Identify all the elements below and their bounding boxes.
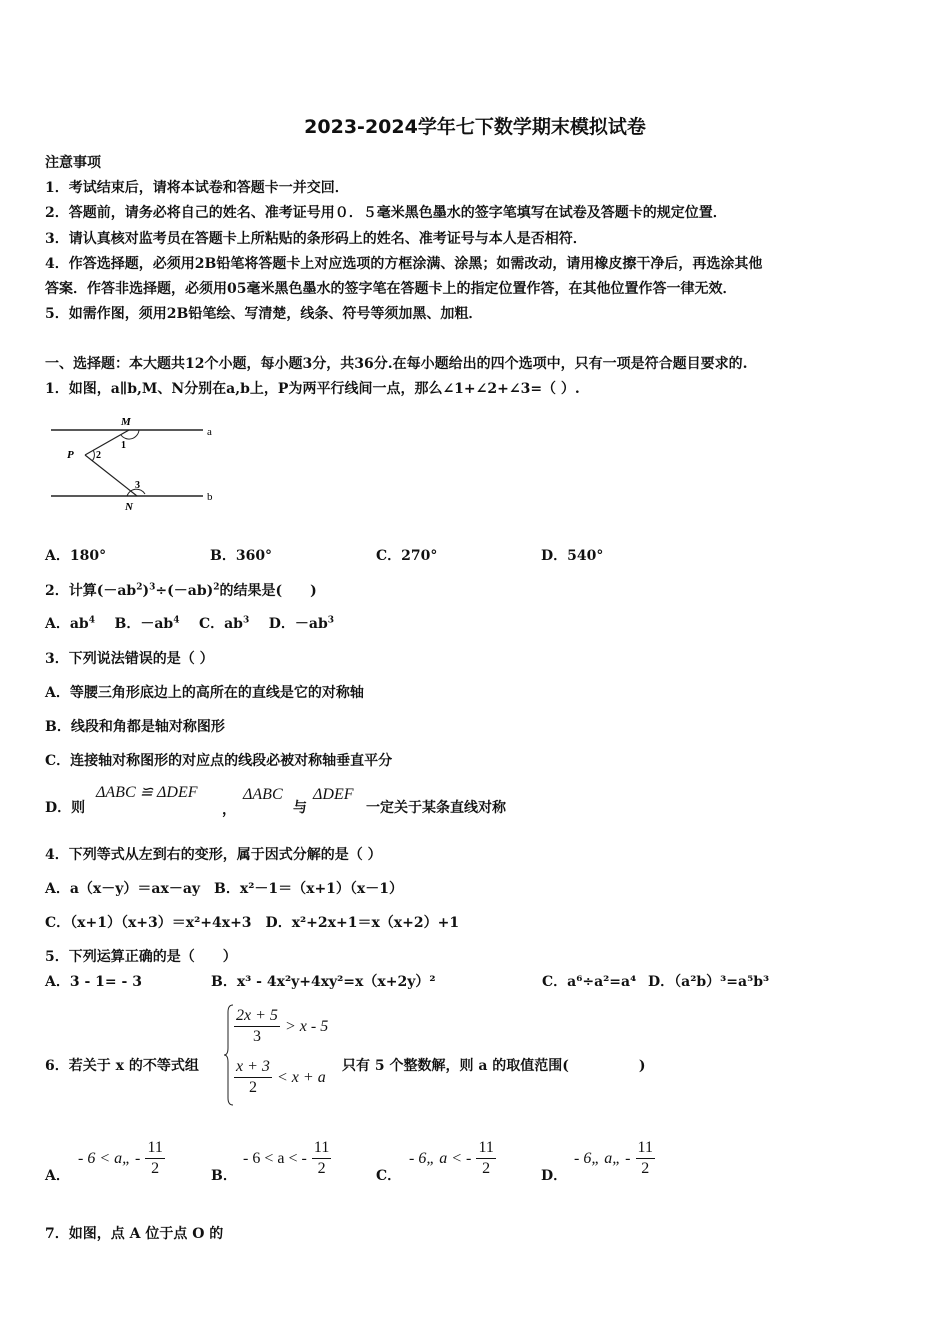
q6-option-d-label: D． [541,1168,568,1184]
q6-inequality-1: $\frac{2x + 5}{3}$ > x - 5 [236,1007,329,1045]
q2-stem: 2．计算$(-ab^2)^3\div(-ab)^2$的结果是( ) [45,582,317,599]
q6-option-d: - 6„ a„ - $\frac{11}{2}$ [574,1139,653,1177]
q5-option-b: B．x³ - 4x²y+4xy²=x（x+2y）² [211,974,436,990]
q1-option-c: C．270° [376,548,438,564]
q3-comma: ， [222,802,236,818]
notice-item: 3．请认真核对监考员在答题卡上所粘贴的条形码上的姓名、准考证号与本人是否相符． [45,231,587,247]
notice-item: 2．答题前，请务必将自己的姓名、准考证号用０．５毫米黑色墨水的签字笔填写在试卷及答题卡的规定位置． [45,205,727,221]
q2-option-a: A．$ab^4$ [45,615,95,632]
q3-stem: 3．下列说法错误的是（ ） [45,651,214,667]
q2-option-c: C．$ab^3$ [198,615,250,632]
label-b: b [207,491,213,503]
q2-option-d: D．$-ab^3$ [268,615,335,632]
q3-math-def: ΔDEF [313,786,354,803]
q4-options-cd: C．（x+1）（x+3）＝x²+4x+3 D．x²+2x+1＝x（x+2）+1 [45,915,460,931]
q5-option-d: D．（a²b）³=a⁵b³ [648,974,770,990]
page-title: 2023-2024学年七下数学期末模拟试卷 [304,116,646,138]
q3-option-d-label: D．则 [45,800,86,816]
notice-heading: 注意事项 [45,155,101,171]
segment-pn [85,455,137,496]
q4-options-ab: A．a（x－y）＝ax－ay B．x²－1＝（x+1）（x－1） [45,881,403,897]
q1-stem: 1．如图，a∥b,M、N分别在a,b上，P为两平行线间一点，那么∠1+∠2+∠3=（ ）. [45,381,580,397]
q3-option-a: A．等腰三角形底边上的高所在的直线是它的对称轴 [45,685,364,701]
label-n: N [125,501,133,513]
q6-option-c-label: C． [376,1168,402,1184]
q6-option-b-label: B． [211,1168,237,1184]
q3-option-b: B．线段和角都是轴对称图形 [45,719,225,735]
q6-option-a: - 6 < a„ - $\frac{11}{2}$ [78,1139,163,1177]
q3-math-congruent: ΔABC ≌ ΔDEF [96,784,198,801]
q3-option-c: C．连接轴对称图形的对应点的线段必被对称轴垂直平分 [45,753,393,769]
q2-options [45,613,334,633]
notice-item: 4．作答选择题，必须用2B铅笔将答题卡上对应选项的方框涂满、涂黑；如需改动，请用橡皮擦干净后，再选涂其他 [45,256,763,272]
q1-option-b: B．360° [210,548,273,564]
angle-1-arc [121,430,139,439]
q5-option-a: A．3 - 1= - 3 [45,974,142,990]
q6-stem-post: 只有 5 个整数解，则 a 的取值范围( ) [342,1058,646,1074]
q6-option-a-label: A． [45,1168,70,1184]
q1-figure [45,408,235,518]
q6-option-b: - 6 < a < - $\frac{11}{2}$ [243,1139,330,1177]
label-angle-1: 1 [121,440,126,451]
notice-item: 5．如需作图，须用2B铅笔绘、写清楚，线条、符号等须加黑、加粗． [45,306,483,322]
q7-stem: 7．如图，点 A 位于点 O 的 [45,1226,224,1242]
q2-option-b: B．$-ab^4$ [114,615,180,632]
q1-option-a: A．180° [45,548,107,564]
q3-option-d-text: 一定关于某条直线对称 [366,800,506,816]
q5-option-c: C．a⁶÷a²=a⁴ [542,974,637,990]
q4-stem: 4．下列等式从左到右的变形，属于因式分解的是（ ） [45,847,382,863]
notice-item: 答案．作答非选择题，必须用05毫米黑色墨水的签字笔在答题卡上的指定位置作答，在其他位置作答一律无效． [45,281,737,297]
q3-text-and: 与 [293,800,307,816]
q3-math-abc: ΔABC [243,786,283,803]
q1-option-d: D．540° [541,548,604,564]
q5-stem: 5．下列运算正确的是（ ） [45,949,237,965]
q6-inequality-2: $\frac{x + 3}{2}$ < x + a [236,1058,326,1096]
label-angle-3: 3 [135,480,140,491]
q6-stem-pre: 6．若关于 x 的不等式组 [45,1058,199,1074]
label-m: M [121,416,131,428]
angle-2-arc [92,450,94,461]
label-p: P [67,449,74,461]
q6-option-c: - 6„ a < - $\frac{11}{2}$ [409,1139,494,1177]
label-a: a [207,426,212,438]
notice-item: 1．考试结束后，请将本试卷和答题卡一并交回． [45,180,349,196]
label-angle-2: 2 [96,450,101,461]
section-heading: 一、选择题：本大题共12个小题，每小题3分，共36分.在每小题给出的四个选项中，只有一项是符合题目要求的. [45,356,748,372]
